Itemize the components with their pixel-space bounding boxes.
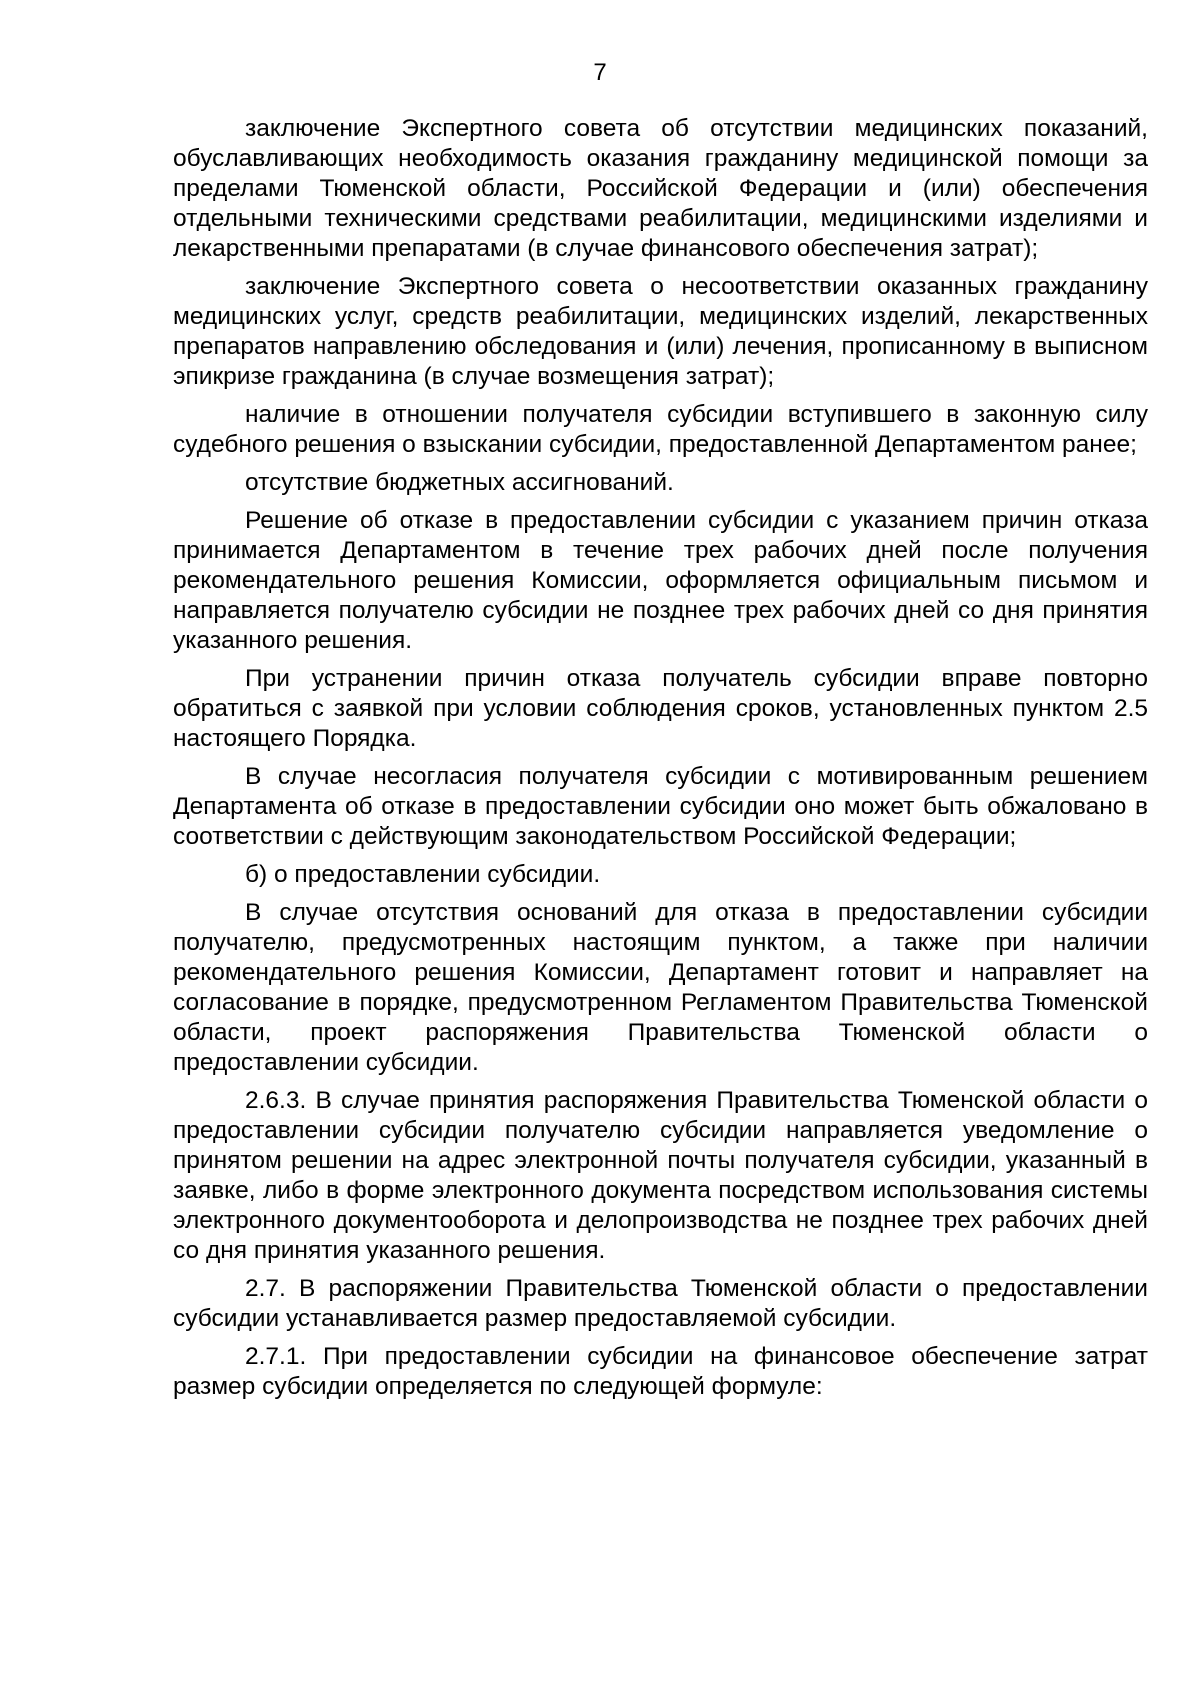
paragraph-no-budget: отсутствие бюджетных ассигнований. — [245, 469, 674, 496]
paragraph-item-b: б) о предоставлении субсидии. — [245, 861, 601, 888]
document-body — [173, 114, 1148, 1410]
paragraph-2-7: 2.7. В распоряжении Правительства Тюменской области о предоставлении субсидии устанавливается размер предоставляемой субсидии. — [173, 1275, 1148, 1332]
page-number: 7 — [593, 59, 607, 86]
paragraph-no-grounds-for-refusal: В случае отсутствия оснований для отказа в предоставлении субсидии получателю, предусмотренных настоящим пунктом, а также при наличии рекомендательного решения Комиссии, Департамент готовит и направляет на согласование в порядке, предусмотренном Регламентом Правительства Тюменской области, проект распоряжения Правительства Тюменской области о предоставлении субсидии. — [173, 899, 1148, 1076]
paragraph-expert-mismatch: заключение Экспертного совета о несоответствии оказанных гражданину медицинских услуг, средств реабилитации, медицинских изделий, лекарственных препаратов направлению обследования и (или) лечения, прописанному в выписном эпикризе гражданина (в случае возмещения затрат); — [173, 273, 1148, 390]
paragraph-expert-no-indications: заключение Экспертного совета об отсутствии медицинских показаний, обуславливающих необходимость оказания гражданину медицинской помощи за пределами Тюменской области, Российской Федерации и (или) обеспечения отдельными техническими средствами реабилитации, медицинскими изделиями и лекарственными препаратами (в случае финансового обеспечения затрат); — [173, 115, 1148, 262]
paragraph-refusal-decision: Решение об отказе в предоставлении субсидии с указанием причин отказа принимается Департаментом в течение трех рабочих дней после получения рекомендательного решения Комиссии, оформляется официальным письмом и направляется получателю субсидии не позднее трех рабочих дней со дня принятия указанного решения. — [173, 507, 1148, 654]
paragraph-reapply: При устранении причин отказа получатель субсидии вправе повторно обратиться с заявкой при условии соблюдения сроков, установленных пунктом 2.5 настоящего Порядка. — [173, 665, 1148, 752]
paragraph-2-7-1: 2.7.1. При предоставлении субсидии на финансовое обеспечение затрат размер субсидии определяется по следующей формуле: — [173, 1343, 1148, 1400]
paragraph-court-decision: наличие в отношении получателя субсидии вступившего в законную силу судебного решения о взыскании субсидии, предоставленной Департаментом ранее; — [173, 401, 1148, 458]
paragraph-appeal: В случае несогласия получателя субсидии с мотивированным решением Департамента об отказе в предоставлении субсидии оно может быть обжаловано в соответствии с действующим законодательством Российской Федерации; — [173, 763, 1148, 850]
paragraph-2-6-3: 2.6.3. В случае принятия распоряжения Правительства Тюменской области о предоставлении субсидии получателю субсидии направляется уведомление о принятом решении на адрес электронной почты получателя субсидии, указанный в заявке, либо в форме электронного документа посредством использования системы электронного документооборота и делопроизводства не позднее трех рабочих дней со дня принятия указанного решения. — [173, 1087, 1148, 1264]
